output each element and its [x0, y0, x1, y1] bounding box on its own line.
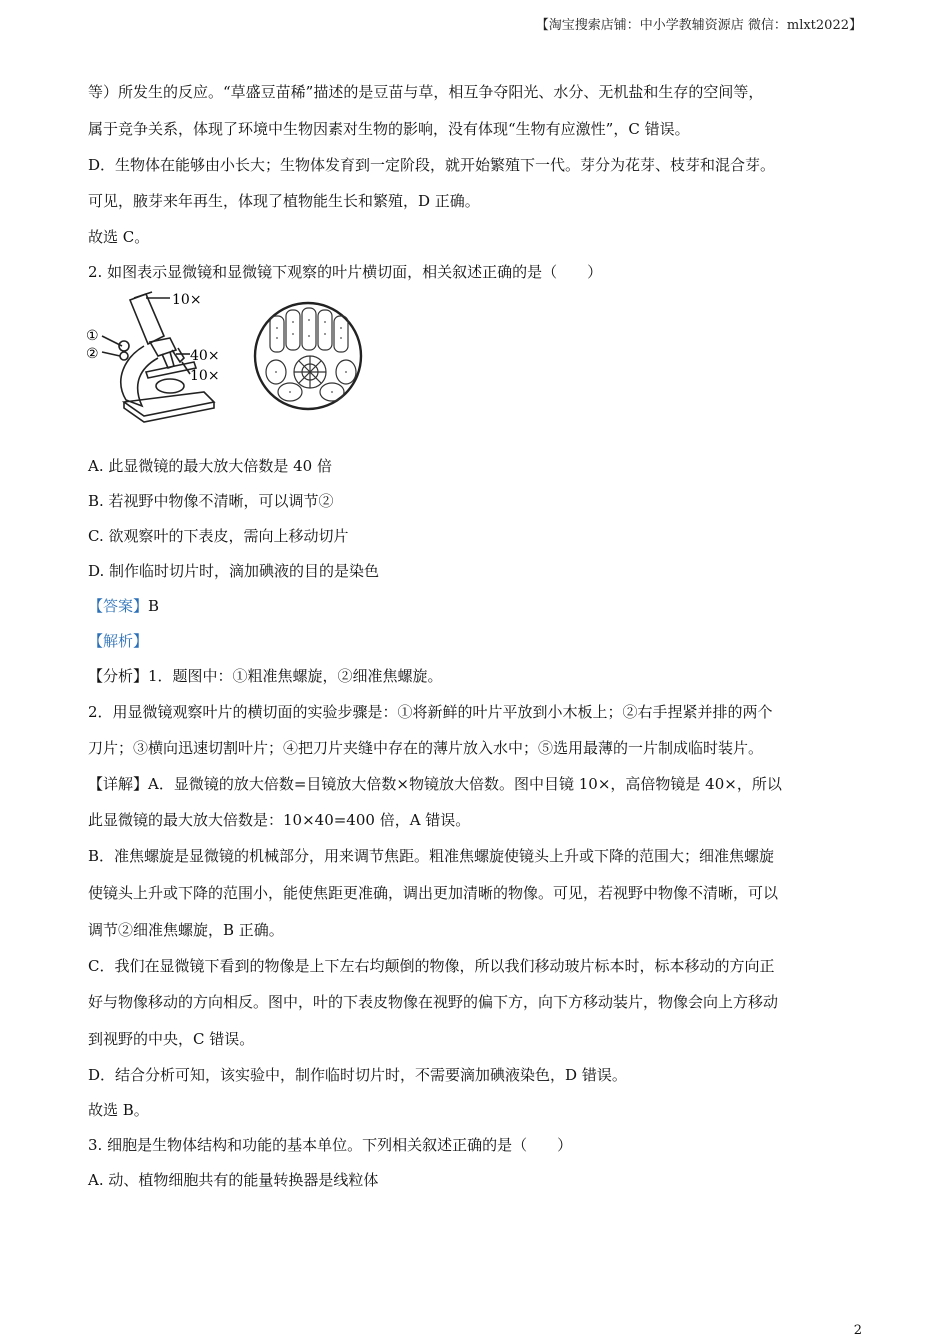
text-line: D．结合分析可知，该实验中，制作临时切片时，不需要滴加碘液染色，D 错误。 — [88, 1066, 627, 1084]
analysis-label: 【解析】 — [88, 632, 149, 650]
answer-value: B — [148, 597, 160, 615]
fenxi-line — [88, 667, 443, 685]
text-line: C．我们在显微镜下看到的物像是上下左右均颠倒的物像，所以我们移动玻片标本时，标本移动的方向正 — [88, 957, 775, 975]
text-line: B．准焦螺旋是显微镜的机械部分，用来调节焦距。粗准焦螺旋使镜头上升或下降的范围大；细准焦螺旋 — [88, 847, 775, 865]
text-line: 刀片；③横向迅速切割叶片；④把刀片夹缝中存在的薄片放入水中；⑤选用最薄的一片制成临时装片。 — [88, 739, 764, 757]
answer-label: 【答案】 — [88, 597, 149, 615]
detail-first: A．显微镜的放大倍数=目镜放大倍数×物镜放大倍数。图中目镜 10×，高倍物镜是 40×，所以 — [148, 775, 782, 793]
question-2-stem: 2. 如图表示显微镜和显微镜下观察的叶片横切面，相关叙述正确的是（ ） — [88, 263, 603, 281]
objective-high-label: 40× — [190, 348, 220, 364]
text-line: 可见，腋芽来年再生，体现了植物能生长和繁殖，D 正确。 — [88, 192, 480, 210]
eyepiece-label: 10× — [172, 292, 202, 308]
label-coarse-knob: ① — [86, 328, 99, 344]
text-line: 使镜头上升或下降的范围小，能使焦距更准确，调出更加清晰的物像。可见，若视野中物像不清晰，可以 — [88, 884, 779, 902]
fenxi-text: 1．题图中：①粗准焦螺旋，②细准焦螺旋。 — [148, 667, 443, 685]
question-3-stem: 3. 细胞是生物体结构和功能的基本单位。下列相关叙述正确的是（ ） — [88, 1136, 573, 1154]
page-header: 【淘宝搜索店铺：中小学教辅资源店 微信：mlxt2022】 — [535, 18, 862, 33]
text-line: 属于竞争关系，体现了环境中生物因素对生物的影响，没有体现“生物有应激性”，C 错误。 — [88, 120, 690, 138]
leaf-section-view — [255, 303, 361, 409]
text-line: 到视野的中央，C 错误。 — [88, 1030, 255, 1048]
fenxi-label: 【分析】 — [88, 667, 149, 685]
text-line: 好与物像移动的方向相反。图中，叶的下表皮物像在视野的偏下方，向下方移动装片，物像会向上方移动 — [88, 993, 779, 1011]
microscope-diagram — [84, 288, 384, 424]
option-c: C. 欲观察叶的下表皮，需向上移动切片 — [88, 527, 349, 545]
text-line: 等）所发生的反应。“草盛豆苗稀”描述的是豆苗与草，相互争夺阳光、水分、无机盐和生存的空间等， — [88, 83, 764, 101]
text-line: D．生物体在能够由小长大；生物体发育到一定阶段，就开始繁殖下一代。芽分为花芽、枝芽和混合芽。 — [88, 156, 776, 174]
option-b: B. 若视野中物像不清晰，可以调节② — [88, 492, 334, 510]
option-a: A. 此显微镜的最大放大倍数是 40 倍 — [88, 457, 332, 475]
answer-line — [88, 597, 159, 615]
text-line: 调节②细准焦螺旋，B 正确。 — [88, 921, 284, 939]
text-line: 故选 C。 — [88, 228, 150, 246]
option-d: D. 制作临时切片时，滴加碘液的目的是染色 — [88, 562, 380, 580]
detail-line — [88, 775, 782, 793]
text-line: 2．用显微镜观察叶片的横切面的实验步骤是：①将新鲜的叶片平放到小木板上；②右手捏紧并排的两个 — [88, 703, 773, 721]
detail-label: 【详解】 — [88, 775, 149, 793]
text-line: 故选 B。 — [88, 1101, 149, 1119]
objective-low-label: 10× — [190, 368, 220, 384]
microscope-figure — [84, 288, 384, 424]
page-number: 2 — [853, 1323, 862, 1338]
q3-option-a: A. 动、植物细胞共有的能量转换器是线粒体 — [88, 1171, 379, 1189]
text-line: 此显微镜的最大放大倍数是：10×40=400 倍，A 错误。 — [88, 811, 471, 829]
label-fine-knob: ② — [86, 346, 99, 362]
